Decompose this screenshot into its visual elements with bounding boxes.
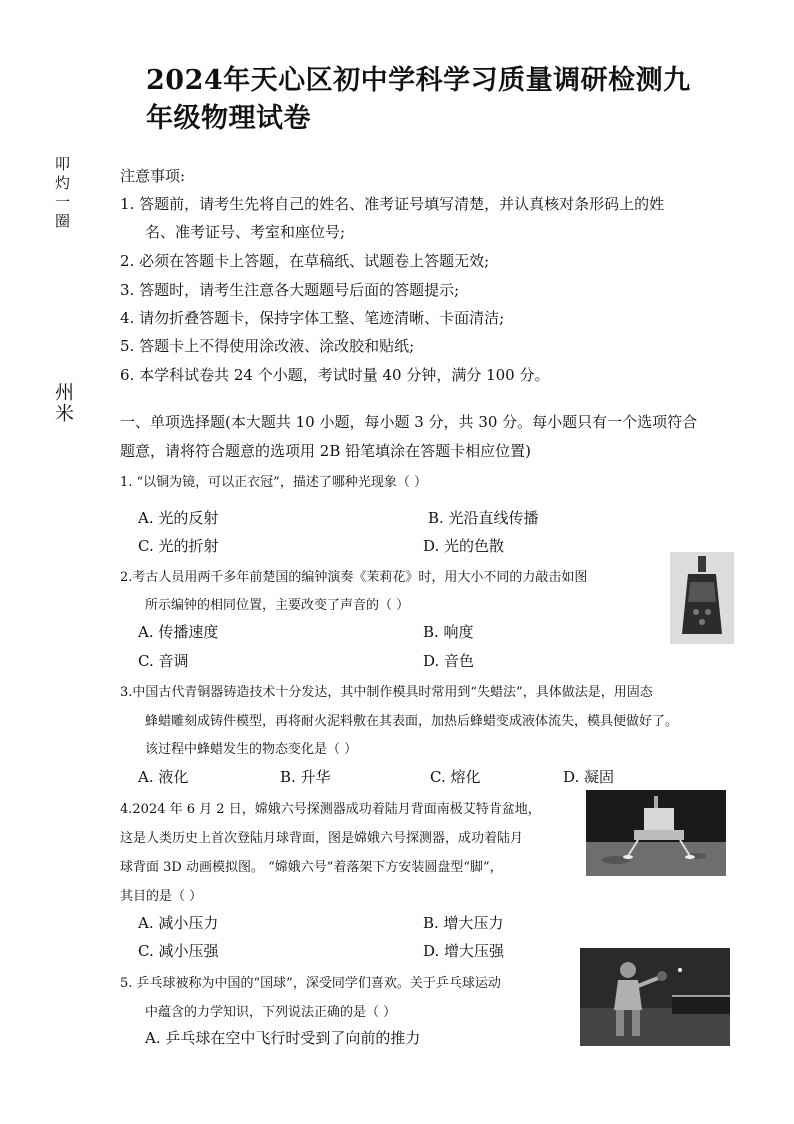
table-tennis-image	[580, 948, 730, 1046]
q4-option-a: A. 减小压力	[138, 914, 219, 932]
q4-option-c: C. 减小压强	[138, 942, 219, 960]
title-line-1: 2024年天心区初中学科学习质量调研检测九	[146, 65, 691, 96]
section-1-heading-cont: 题意，请将符合题意的选项用 2B 铅笔填涂在答题卡相应位置)	[120, 442, 531, 460]
question-2-stem-cont: 所示编钟的相同位置，主要改变了声音的（ ）	[145, 598, 410, 613]
title-line-2: 年级物理试卷	[146, 103, 311, 134]
q3-option-c: C. 熔化	[430, 768, 481, 786]
lunar-lander-image	[586, 790, 726, 876]
section-1-heading: 一、单项选择题(本大题共 10 小题，每小题 3 分，共 30 分。每小题只有一个选项符合	[120, 413, 698, 431]
notice-item-3: 3. 答题时，请考生注意各大题题号后面的答题提示;	[120, 281, 460, 299]
binding-margin-note-2: 州米	[52, 382, 74, 424]
q3-option-b: B. 升华	[280, 768, 331, 786]
q1-option-a: A. 光的反射	[138, 509, 219, 527]
question-2-stem: 2.考古人员用两千多年前楚国的编钟演奏《茉莉花》时，用大小不同的力敲击如图	[120, 570, 588, 585]
q2-option-c: C. 音调	[138, 652, 189, 670]
q4-option-b: B. 增大压力	[423, 914, 504, 932]
question-4-stem-cont-2: 球背面 3D 动画模拟图。 “嫦娥六号”着落架下方安装圆盘型“脚”，	[120, 860, 503, 875]
notice-item-5: 5. 答题卡上不得使用涂改液、涂改胶和贴纸;	[120, 337, 415, 355]
question-4-stem: 4.2024 年 6 月 2 日，嫦娥六号探测器成功着陆月背面南极艾特肯盆地，	[120, 802, 541, 817]
question-4-stem-cont-3: 其目的是（ ）	[120, 889, 203, 904]
q1-option-c: C. 光的折射	[138, 537, 219, 555]
notice-item-6: 6. 本学科试卷共 24 个小题，考试时量 40 分钟，满分 100 分。	[120, 366, 550, 384]
q1-option-b: B. 光沿直线传播	[428, 509, 539, 527]
notice-item-4: 4. 请勿折叠答题卡，保持字体工整、笔迹清晰、卡面清洁;	[120, 309, 505, 327]
question-5-stem: 5. 乒乓球被称为中国的“国球”，深受同学们喜欢。关于乒乓球运动	[120, 976, 501, 991]
lunar-lander-icon	[586, 790, 726, 876]
page-title	[146, 62, 746, 138]
q2-option-a: A. 传播速度	[138, 623, 219, 641]
bronze-bell-image	[670, 552, 734, 644]
q5-option-a: A. 乒乓球在空中飞行时受到了向前的推力	[145, 1029, 421, 1047]
q2-option-b: B. 响度	[423, 623, 474, 641]
binding-margin-note: 叩灼一圈	[53, 156, 71, 232]
question-3-stem-cont-1: 蜂蜡雕刻成铸件模型，再将耐火泥料敷在其表面，加热后蜂蜡变成液体流失，模具便做好了。	[145, 714, 679, 729]
q1-option-d: D. 光的色散	[423, 537, 505, 555]
table-tennis-player-icon	[580, 948, 730, 1046]
bell-icon	[670, 552, 734, 644]
question-4-stem-cont-1: 这是人类历史上首次登陆月球背面，图是嫦娥六号探测器，成功着陆月	[120, 831, 524, 846]
q3-option-d: D. 凝固	[563, 768, 615, 786]
q4-option-d: D. 增大压强	[423, 942, 505, 960]
notice-item-1-cont: 名、准考证号、考室和座位号;	[145, 223, 346, 241]
notice-item-2: 2. 必须在答题卡上答题，在草稿纸、试题卷上答题无效;	[120, 252, 490, 270]
notice-heading: 注意事项:	[120, 167, 186, 185]
question-3-stem: 3.中国古代青铜器铸造技术十分发达，其中制作模具时常用到“失蜡法”，具体做法是，用固态	[120, 685, 653, 700]
question-1-stem: 1. “以铜为镜，可以正衣冠”，描述了哪种光现象（ ）	[120, 475, 427, 490]
q2-option-d: D. 音色	[423, 652, 475, 670]
notice-item-1: 1. 答题前，请考生先将自己的姓名、准考证号填写清楚，并认真核对条形码上的姓	[120, 195, 665, 213]
question-5-stem-cont: 中蕴含的力学知识，下列说法正确的是（ ）	[145, 1005, 397, 1020]
question-3-stem-cont-2: 该过程中蜂蜡发生的物态变化是（ ）	[145, 742, 358, 757]
q3-option-a: A. 液化	[138, 768, 189, 786]
